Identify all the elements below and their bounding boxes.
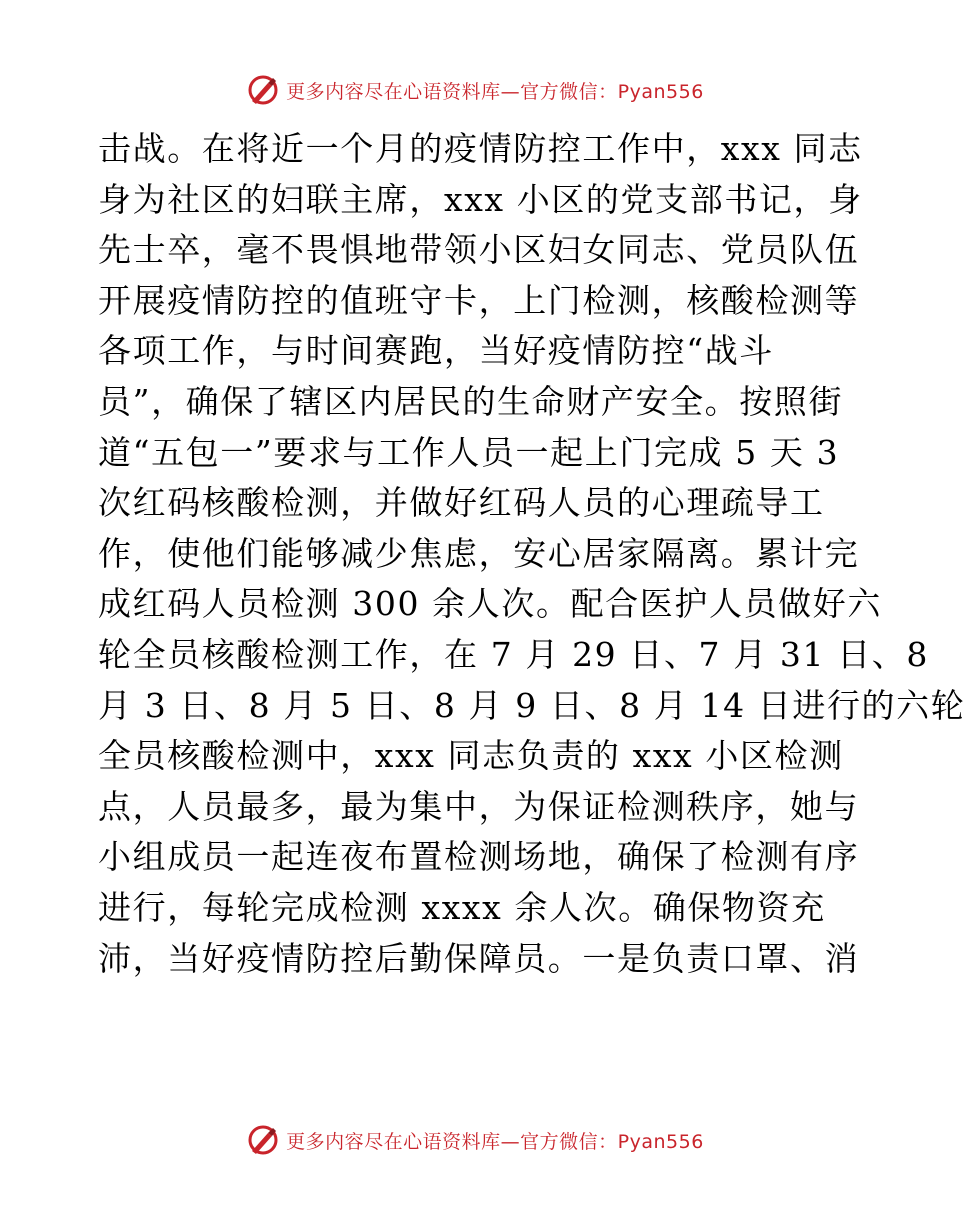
text-line: 轮全员核酸检测工作，在 7 月 29 日、7 月 31 日、8 — [98, 634, 929, 674]
header-banner-text: 更多内容尽在心语资料库—官方微信：Pyan556 — [286, 80, 704, 103]
pen-circle-logo-icon — [246, 1123, 280, 1157]
text-line: 先士卒，毫不畏惧地带领小区妇女同志、党员队伍 — [98, 230, 860, 270]
pen-circle-logo-icon — [246, 73, 280, 107]
text-line: 击战。在将近一个月的疫情防控工作中，xxx 同志 — [98, 129, 863, 168]
text-line: 月 3 日、8 月 5 日、8 月 9 日、8 月 14 日进行的六轮 — [98, 685, 965, 725]
text-line: 各项工作，与时间赛跑，当好疫情防控“战斗 — [98, 331, 774, 371]
text-line: 小组成员一起连夜布置检测场地，确保了检测有序 — [98, 837, 860, 877]
text-line: 次红码核酸检测，并做好红码人员的心理疏导工 — [98, 483, 825, 523]
text-line: 进行，每轮完成检测 xxxx 余人次。确保物资充 — [98, 887, 826, 927]
header-banner — [0, 70, 950, 110]
text-line: 身为社区的妇联主席，xxx 小区的党支部书记，身 — [98, 179, 863, 219]
text-line: 点，人员最多，最为集中，为保证检测秩序，她与 — [98, 786, 860, 826]
text-line: 全员核酸检测中，xxx 同志负责的 xxx 小区检测 — [98, 736, 844, 776]
footer-banner-text: 更多内容尽在心语资料库—官方微信：Pyan556 — [286, 1130, 704, 1153]
text-line: 沛，当好疫情防控后勤保障员。一是负责口罩、消 — [98, 938, 860, 978]
text-line: 员”，确保了辖区内居民的生命财产安全。按照街 — [98, 381, 844, 421]
text-line: 成红码人员检测 300 余人次。配合医护人员做好六 — [98, 584, 882, 624]
text-line: 开展疫情防控的值班守卡，上门检测，核酸检测等 — [98, 280, 860, 320]
text-line: 作，使他们能够减少焦虑，安心居家隔离。累计完 — [98, 533, 860, 573]
text-line: 道“五包一”要求与工作人员一起上门完成 5 天 3 — [98, 432, 840, 472]
footer-banner — [0, 1120, 950, 1160]
document-body — [98, 124, 965, 984]
